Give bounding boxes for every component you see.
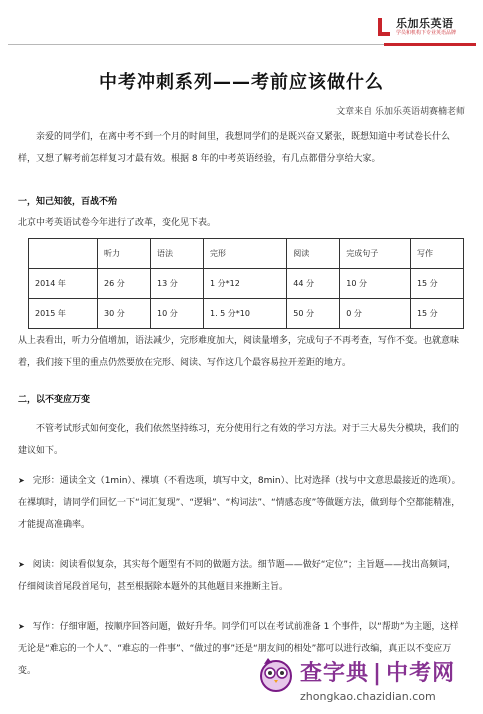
table-header-row (29, 239, 464, 269)
bullet-text: 阅读：阅读看似复杂，其实每个题型有不同的做题方法。细节题——做好“定位”；主旨题——找出高频词，仔细阅读首尾段首尾句，甚至根据除本题外的其他题目来推断主旨。 (18, 560, 457, 592)
header-divider-accent (384, 43, 476, 46)
table-header-cell (29, 239, 98, 269)
table-header-cell: 阅读 (287, 239, 340, 269)
table-row (29, 269, 464, 299)
table-cell: 1. 5 分*10 (203, 299, 286, 329)
list-item (18, 554, 465, 598)
table-cell: 15 分 (410, 299, 463, 329)
table-cell: 44 分 (287, 269, 340, 299)
table-cell: 50 分 (287, 299, 340, 329)
watermark-brand: 查字典 (300, 661, 370, 686)
intro-paragraph: 亲爱的同学们，在离中考不到一个月的时间里，我想同学们的是既兴奋又紧张，既想知道中考试卷长什么样，又想了解考前怎样复习才最有效。根据 8 年的中考英语经验，有几点都借分享给大家。 (18, 132, 451, 164)
bullet-text: 写作：仔细审题，按顺序回答问题，做好升华。同学们可以在考试前准备 1 个事件，以“帮助”为主题，这样无论是“难忘的一个人”、“难忘的一件事”、“做过的事”还是“朋友间的相处”都可以进行改编，真正以不变应万变。 (18, 622, 459, 676)
table-cell: 10 分 (150, 299, 203, 329)
owl-mascot-icon (256, 654, 296, 694)
table-header-cell: 语法 (150, 239, 203, 269)
article-source: 文章来自 乐加乐英语胡赛楠老师 (336, 107, 465, 117)
section1-lead: 北京中考英语试卷今年进行了改革，变化见下表。 (18, 218, 217, 228)
table-cell: 13 分 (150, 269, 203, 299)
arrow-bullet-icon: ➤ (18, 622, 25, 631)
table-cell: 10 分 (340, 269, 411, 299)
arrow-bullet-icon: ➤ (18, 560, 25, 569)
watermark-separator-icon: | (373, 661, 383, 686)
section1-heading: 一，知己知彼，百战不殆 (18, 197, 118, 207)
table-cell: 2015 年 (29, 299, 98, 329)
page-title: 中考冲刺系列——考前应该做什么 (99, 72, 384, 93)
table-row (29, 299, 464, 329)
brand-logo (376, 12, 476, 42)
arrow-bullet-icon: ➤ (18, 476, 25, 485)
table-cell: 0 分 (340, 299, 411, 329)
table-cell: 26 分 (97, 269, 150, 299)
table-cell: 1 分*12 (203, 269, 286, 299)
table-header-cell: 完形 (203, 239, 286, 269)
watermark-brand-2: 中考网 (386, 661, 456, 686)
logo-mark-icon (376, 16, 392, 38)
section1-conclusion: 从上表看出，听力分值增加，语法减少，完形难度加大，阅读量增多，完成句子不再考查，写作不变。也就意味着，我们接下里的重点仍然要放在完形、阅读、写作这几个最容易拉开差距的地方。 (18, 336, 460, 368)
table-cell: 15 分 (410, 269, 463, 299)
site-watermark (256, 654, 480, 714)
list-item (18, 470, 465, 536)
table-header-cell: 听力 (97, 239, 150, 269)
watermark-url: zhongkao.chazidian.com (300, 690, 436, 703)
section2-intro: 不管考试形式如何变化，我们依然坚持练习，充分使用行之有效的学习方法。对于三大易失分模块，我们的建议如下。 (18, 424, 460, 456)
logo-name: 乐加乐英语 (396, 17, 454, 30)
table-header-cell: 完成句子 (340, 239, 411, 269)
table-cell: 30 分 (97, 299, 150, 329)
watermark-title (300, 656, 455, 687)
section2-heading: 二，以不变应万变 (18, 395, 91, 405)
bullet-text: 完形：通读全文（1min）、裸填（不看选项，填写中文，8min）、比对选择（找与中文意思最接近的选项）。在裸填时，请同学们回忆一下“词汇复现”、“逻辑”、“构词法”、“情感态度”等做题方法，做到每个空都能精准，才能提高准确率。 (18, 476, 461, 530)
score-table (28, 238, 464, 329)
table-cell: 2014 年 (29, 269, 98, 299)
table-header-cell: 写作 (410, 239, 463, 269)
logo-tagline: 学员和机构下专业英语品牌 (396, 30, 457, 36)
